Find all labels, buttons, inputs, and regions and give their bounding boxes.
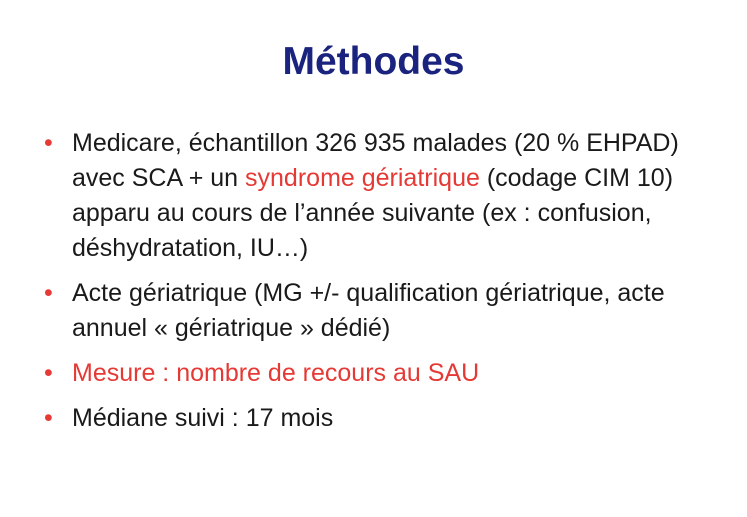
bullet-dot-icon: •	[44, 404, 53, 432]
bullet-item-follow-up	[44, 401, 724, 436]
bullet-list	[44, 126, 724, 446]
bullet-dot-icon: •	[44, 129, 53, 157]
slide-title: Méthodes	[282, 40, 465, 83]
bullet-dot-icon: •	[44, 359, 53, 387]
bullet-item-geriatric-act	[44, 276, 724, 346]
bullet-text-part: (codage CIM 10) apparu au cours de l’année suivante (ex : confusion, déshydratation, IU…)	[72, 164, 674, 262]
bullet-text-part: Medicare, échantillon 326 935 malades (20 % EHPAD) avec SCA + un	[72, 129, 679, 192]
bullet-dot-icon: •	[44, 279, 53, 307]
bullet-text: Médiane suivi : 17 mois	[72, 404, 334, 432]
bullet-text: Mesure : nombre de recours au SAU	[72, 359, 480, 387]
highlighted-term: syndrome gériatrique	[245, 164, 480, 192]
bullet-item-measure	[44, 356, 724, 391]
bullet-text: Acte gériatrique (MG +/- qualification gériatrique, acte annuel « gériatrique » dédié)	[72, 279, 665, 342]
bullet-item-methods-sample	[44, 126, 724, 266]
